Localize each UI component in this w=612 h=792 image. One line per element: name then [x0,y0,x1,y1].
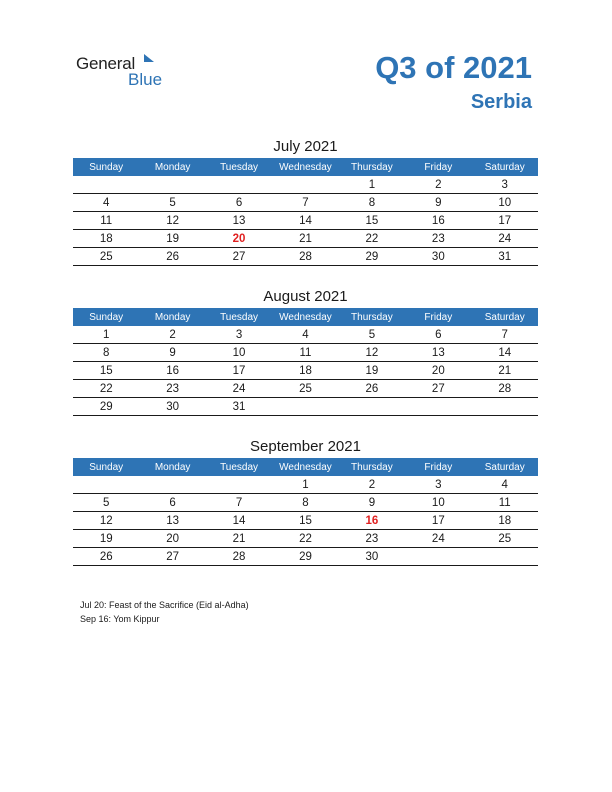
day-cell: 19 [365,364,379,377]
week-row [73,248,538,266]
day-cell: 6 [235,196,243,209]
day-cell: 15 [299,514,312,527]
day-cell: 20 [232,232,246,245]
weekday-label: Friday [424,161,453,173]
weekday-label: Tuesday [220,161,259,173]
day-cell: 25 [498,532,512,545]
week-row [73,476,538,494]
day-cell: 7 [302,196,309,209]
day-cell: 24 [498,232,512,245]
day-cell: 3 [501,178,508,191]
day-cell: 29 [299,550,312,563]
weekday-label: Tuesday [220,461,259,473]
weekday-header [73,458,538,476]
day-cell: 27 [166,550,180,563]
holiday-note: Jul 20: Feast of the Sacrifice (Eid al-Adha) [80,600,249,610]
day-cell: 9 [368,496,376,509]
day-cell: 19 [99,532,113,545]
day-cell: 27 [232,250,246,263]
holiday-notes [80,598,249,626]
day-cell: 24 [431,532,445,545]
generalblue-logo [76,52,176,90]
day-cell: 19 [166,232,180,245]
holiday-note: Sep 16: Yom Kippur [80,614,160,624]
week-row [73,512,538,530]
day-cell: 1 [103,328,110,341]
day-cell: 17 [431,514,445,527]
day-cell: 7 [235,496,243,509]
week-row [73,344,538,362]
weekday-label: Friday [424,311,453,323]
week-row [73,194,538,212]
weekday-label: Thursday [351,161,393,173]
day-cell: 23 [431,232,445,245]
weekday-header [73,308,538,326]
week-row [73,230,538,248]
day-cell: 28 [498,382,512,395]
weekday-label: Tuesday [220,311,259,323]
day-cell: 12 [166,214,180,227]
day-cell: 30 [431,250,445,263]
day-cell: 12 [99,514,113,527]
day-cell: 5 [368,328,376,341]
day-cell: 22 [299,532,312,545]
logo-general-text: General [76,54,136,73]
day-cell: 18 [498,514,512,527]
weekday-label: Friday [424,461,453,473]
day-cell: 5 [103,496,110,509]
day-cell: 30 [365,550,379,563]
day-cell: 15 [99,364,113,377]
day-cell: 10 [232,346,246,359]
page-title: Q3 of 2021 [375,50,532,85]
day-cell: 26 [166,250,180,263]
weekday-label: Saturday [484,461,525,473]
day-cell: 17 [498,214,512,227]
weekday-label: Wednesday [279,161,332,173]
day-cell: 4 [501,478,508,491]
weekday-label: Sunday [89,461,124,473]
day-cell: 9 [435,196,442,209]
day-cell: 28 [299,250,312,263]
day-cell: 13 [431,346,445,359]
day-cell: 5 [169,196,176,209]
day-cell: 14 [498,346,512,359]
day-cell: 13 [232,214,246,227]
day-cell: 17 [232,364,246,377]
weekday-header [73,158,538,176]
weekday-label: Monday [154,161,191,173]
week-row [73,362,538,380]
month-title: August 2021 [263,288,348,305]
day-cell: 10 [431,496,445,509]
day-cell: 21 [498,364,512,377]
day-cell: 3 [435,478,442,491]
day-cell: 3 [235,328,243,341]
day-cell: 6 [435,328,442,341]
month-august [73,286,538,416]
day-cell: 4 [302,328,309,341]
weekday-label: Sunday [89,161,124,173]
day-cell: 31 [232,400,246,413]
day-cell: 24 [232,382,246,395]
week-row [73,548,538,566]
week-row [73,326,538,344]
month-july [73,136,538,266]
country-label: Serbia [470,91,532,113]
day-cell: 2 [435,178,442,191]
week-row [73,176,538,194]
day-cell: 15 [365,214,379,227]
day-cell: 11 [100,214,113,227]
month-september [73,436,538,566]
weekday-label: Monday [154,311,191,323]
day-cell: 29 [99,400,113,413]
day-cell: 4 [103,196,110,209]
day-cell: 22 [99,382,113,395]
day-cell: 16 [166,364,180,377]
weekday-label: Saturday [484,161,525,173]
day-cell: 29 [365,250,379,263]
logo-blue-text: Blue [128,70,163,89]
weekday-label: Wednesday [279,461,332,473]
day-cell: 2 [169,328,176,341]
day-cell: 8 [103,346,110,359]
day-cell: 25 [299,382,312,395]
day-cell: 23 [166,382,180,395]
day-cell: 23 [365,532,379,545]
day-cell: 1 [368,178,376,191]
day-cell: 18 [99,232,113,245]
day-cell: 22 [365,232,379,245]
day-cell: 11 [299,346,312,359]
month-title: September 2021 [250,438,361,455]
weekday-label: Sunday [89,311,124,323]
week-row [73,494,538,512]
weekday-label: Thursday [351,311,393,323]
logo-triangle-icon [144,54,154,62]
weekday-label: Thursday [351,461,393,473]
day-cell: 31 [498,250,512,263]
day-cell: 25 [99,250,113,263]
day-cell: 21 [299,232,312,245]
day-cell: 14 [232,514,246,527]
day-cell: 11 [498,496,511,509]
day-cell: 27 [431,382,445,395]
day-cell: 21 [232,532,246,545]
day-cell: 8 [302,496,309,509]
weekday-label: Monday [154,461,191,473]
weekday-label: Wednesday [279,311,332,323]
weekday-label: Saturday [484,311,525,323]
day-cell: 16 [365,514,379,527]
day-cell: 18 [299,364,312,377]
day-cell: 20 [431,364,445,377]
day-cell: 6 [169,496,176,509]
day-cell: 28 [232,550,246,563]
day-cell: 9 [169,346,176,359]
day-cell: 10 [498,196,512,209]
day-cell: 26 [365,382,379,395]
day-cell: 20 [166,532,180,545]
day-cell: 14 [299,214,312,227]
week-row [73,212,538,230]
day-cell: 7 [501,328,508,341]
day-cell: 30 [166,400,180,413]
day-cell: 1 [302,478,309,491]
week-row [73,530,538,548]
day-cell: 26 [99,550,113,563]
week-row [73,398,538,416]
day-cell: 13 [166,514,180,527]
week-row [73,380,538,398]
day-cell: 2 [368,478,376,491]
day-cell: 8 [368,196,376,209]
day-cell: 12 [365,346,379,359]
month-title: July 2021 [273,138,338,155]
day-cell: 16 [431,214,445,227]
